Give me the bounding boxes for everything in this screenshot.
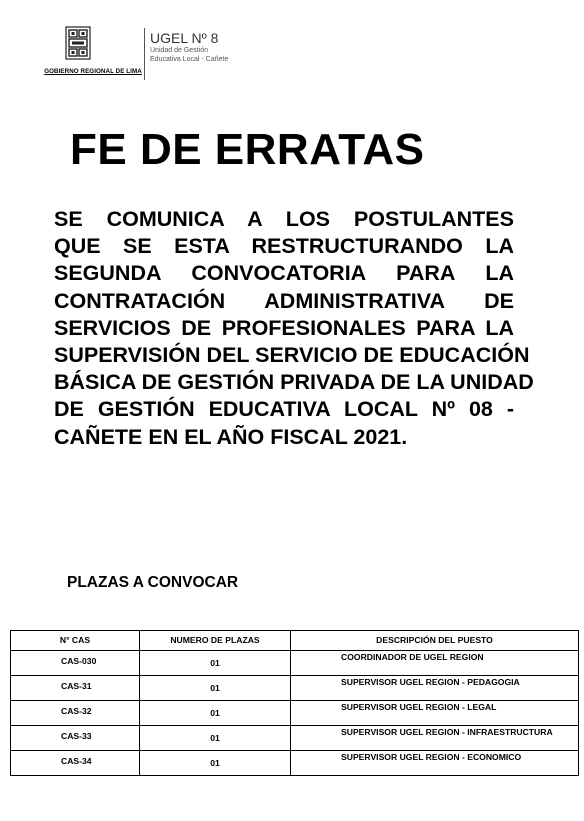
announcement-line: DE GESTIÓN EDUCATIVA LOCAL Nº 08 - (54, 397, 514, 422)
announcement-line: SERVICIOS DE PROFESIONALES PARA LA (54, 315, 514, 340)
cell-descripcion: SUPERVISOR UGEL REGION - INFRAESTRUCTURA (291, 726, 579, 751)
table-row (11, 726, 579, 751)
cell-cas: CAS-34 (11, 751, 140, 776)
cell-descripcion: SUPERVISOR UGEL REGION - LEGAL (291, 701, 579, 726)
cell-cas: CAS-33 (11, 726, 140, 751)
cell-plazas: 01 (140, 751, 291, 776)
section-title: PLAZAS A CONVOCAR (67, 574, 239, 591)
announcement-line: CAÑETE EN EL AÑO FISCAL 2021. (54, 424, 408, 449)
regional-emblem-icon (65, 26, 91, 60)
column-header-plazas: NUMERO DE PLAZAS (140, 631, 291, 651)
header-divider (144, 28, 145, 80)
table-row (11, 751, 579, 776)
announcement-line: SE COMUNICA A LOS POSTULANTES (54, 207, 514, 231)
cell-descripcion: COORDINADOR DE UGEL REGION (291, 651, 579, 676)
table-row (11, 651, 579, 676)
cell-plazas: 01 (140, 701, 291, 726)
table-row (11, 701, 579, 726)
ugel-subtitle-2: Educativa Local - Cañete (150, 56, 229, 63)
table-row (11, 676, 579, 701)
page-title: FE DE ERRATAS (70, 125, 425, 174)
table-header-row (11, 631, 579, 651)
cell-cas: CAS-32 (11, 701, 140, 726)
announcement-text (54, 206, 534, 451)
cell-plazas: 01 (140, 651, 291, 676)
cell-cas: CAS-030 (11, 651, 140, 676)
cell-plazas: 01 (140, 726, 291, 751)
announcement-line: QUE SE ESTA RESTRUCTURANDO LA (54, 234, 514, 259)
column-header-cas: N° CAS (11, 631, 140, 651)
cell-descripcion: SUPERVISOR UGEL REGION - PEDAGOGIA (291, 676, 579, 701)
ugel-block (150, 30, 228, 64)
logo-caption: GOBIERNO REGIONAL DE LIMA (44, 68, 142, 75)
cell-descripcion: SUPERVISOR UGEL REGION - ECONOMICO (291, 751, 579, 776)
plazas-table (10, 630, 579, 776)
gobierno-regional-logo (38, 26, 148, 82)
announcement-line: SUPERVISIÓN DEL SERVICIO DE EDUCACIÓN (54, 343, 530, 368)
column-header-descripcion: DESCRIPCIÓN DEL PUESTO (291, 631, 579, 651)
announcement-line: CONTRATACIÓN ADMINISTRATIVA DE (54, 288, 514, 313)
ugel-title: UGEL Nº 8 (150, 30, 219, 46)
document-header (38, 26, 298, 82)
cell-plazas: 01 (140, 676, 291, 701)
announcement-line: SEGUNDA CONVOCATORIA PARA LA (54, 261, 514, 286)
announcement-line: BÁSICA DE GESTIÓN PRIVADA DE LA UNIDAD (54, 370, 534, 395)
cell-cas: CAS-31 (11, 676, 140, 701)
ugel-subtitle-1: Unidad de Gestión (150, 47, 208, 54)
